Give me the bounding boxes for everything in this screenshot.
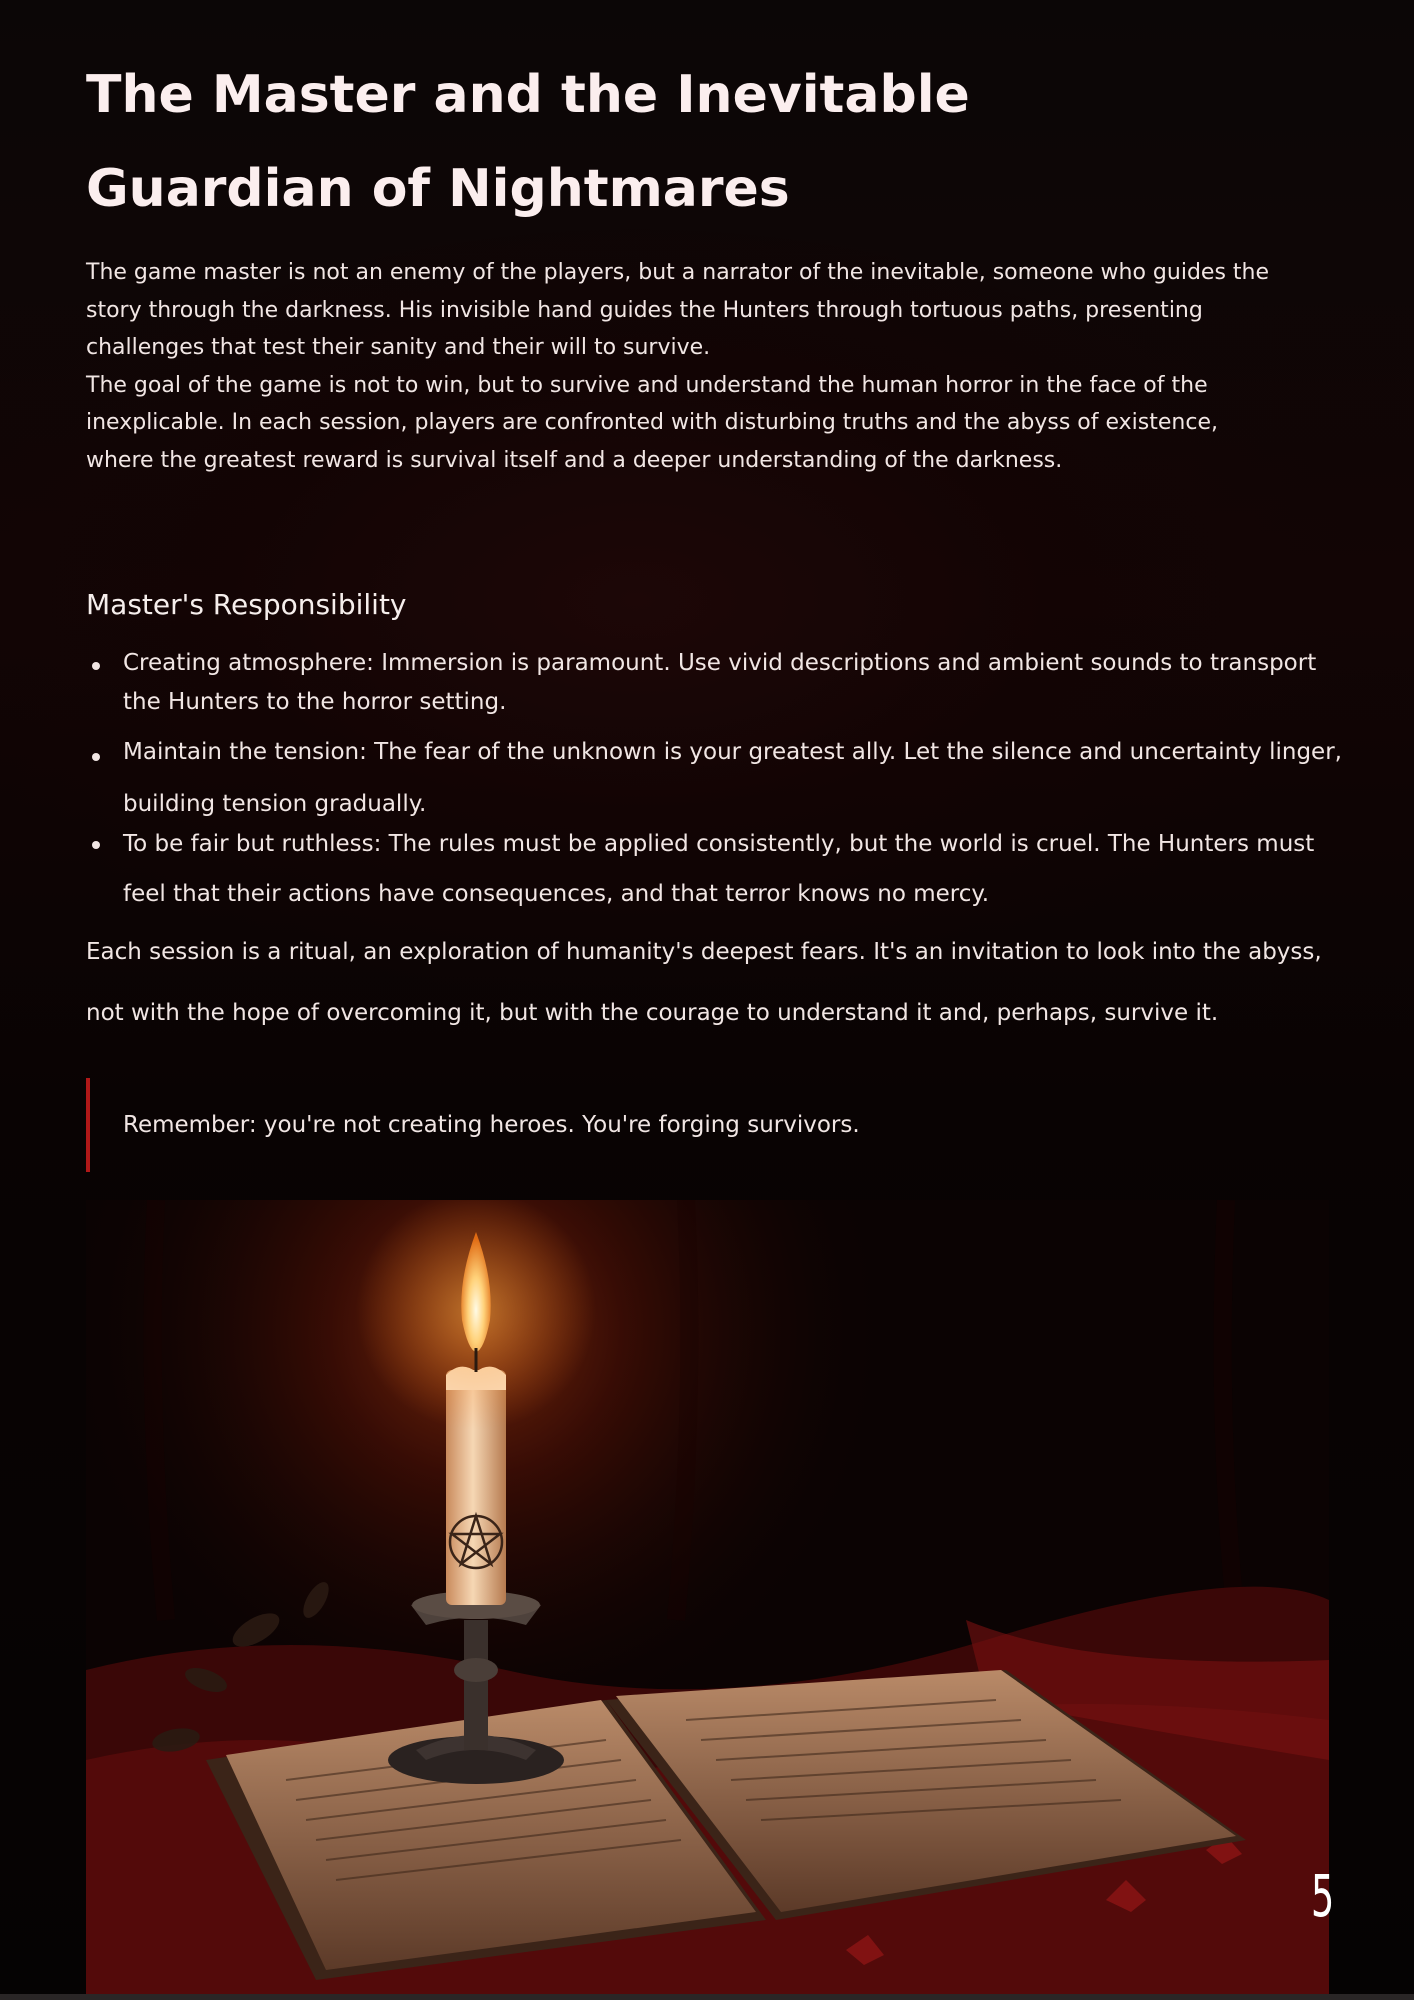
section-heading: Master's Responsibility <box>86 588 407 621</box>
list-item: Creating atmosphere: Immersion is paramount. Use vivid descriptions and ambient sounds to transport the Hunters to the horror setting. <box>86 644 1346 726</box>
page-number: 5 <box>1310 1862 1334 1930</box>
callout-quote: Remember: you're not creating heroes. You're forging survivors. <box>86 1078 1326 1172</box>
list-item: Maintain the tension: The fear of the unknown is your greatest ally. Let the silence and uncertainty linger, building tension gradually. <box>86 726 1346 819</box>
candle-book-illustration <box>86 1200 1329 1994</box>
intro-text <box>86 254 1286 479</box>
responsibility-list <box>86 644 1346 919</box>
intro-paragraph-2: The goal of the game is not to win, but to survive and understand the human horror in the face of the inexplicable. In each session, players are confronted with disturbing truths and the abyss of existence, where the greatest reward is survival itself and a deeper understanding of the darkness. <box>86 372 1218 473</box>
bottom-divider <box>0 1994 1414 2000</box>
title-line-1: The Master and the Inevitable <box>86 65 970 125</box>
closing-paragraph: Each session is a ritual, an exploration of humanity's deepest fears. It's an invitation to look into the abyss, not with the hope of overcoming it, but with the courage to understand it and, perhaps, survive it. <box>86 939 1322 1026</box>
title-line-2: Guardian of Nightmares <box>86 159 790 219</box>
page-title <box>86 48 1186 236</box>
intro-paragraph-1: The game master is not an enemy of the players, but a narrator of the inevitable, someone who guides the story through the darkness. His invisible hand guides the Hunters through tortuous paths, presenting challenges that test their sanity and their will to survive. <box>86 260 1270 360</box>
list-item: To be fair but ruthless: The rules must be applied consistently, but the world is cruel. The Hunters must feel that their actions have consequences, and that terror knows no mercy. <box>86 819 1346 919</box>
